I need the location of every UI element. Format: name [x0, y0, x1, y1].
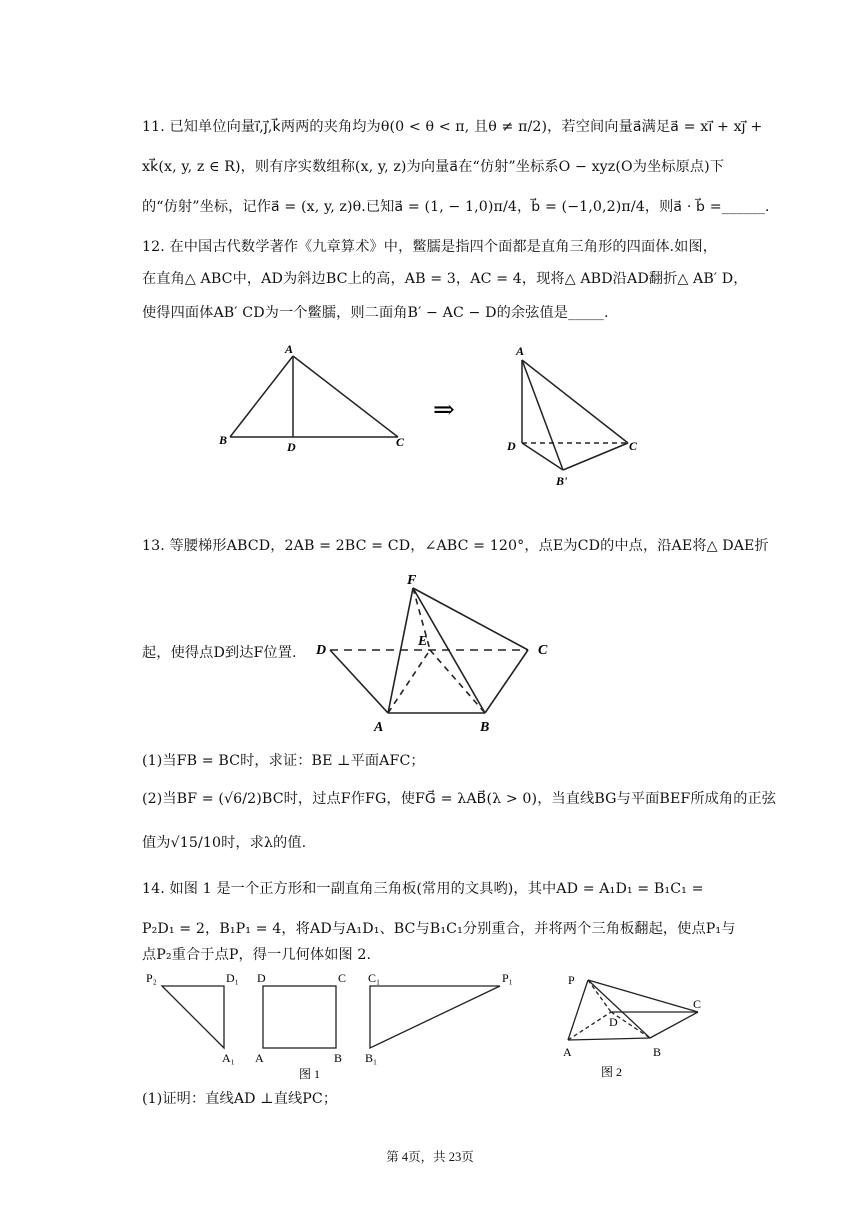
- q11-line-1: 11. 已知单位向量i⃗,j⃗,k⃗两两的夹角均为θ(0 < θ < π, 且θ ≠ π/2)，若空间向量a⃗满足a⃗ = xi⃗ + xj⃗ +: [142, 119, 763, 135]
- q13-line-1: 13. 等腰梯形ABCD，2AB = 2BC = CD，∠ABC = 120°，点E为CD的中点，沿AE将△ DAE折: [142, 538, 769, 554]
- fig1-label-b1: B₁: [365, 1051, 378, 1065]
- q14-part-1: (1)证明：直线AD ⊥直线PC；: [142, 1091, 338, 1107]
- fig1-label-p1: P₁: [502, 971, 513, 985]
- q13-part-2: (2)当BF = (√6/2)BC时，过点F作FG，使FG⃗ = λAB⃗(λ > 0)，当直线BG与平面BEF所成角的正弦: [142, 791, 777, 807]
- fig2-label-c: C: [693, 997, 702, 1011]
- fig1-label-a1: A₁: [222, 1051, 235, 1065]
- fig1-label-c1: C₁: [368, 971, 381, 985]
- q14-figure-1: [140, 966, 530, 1081]
- fig1-label-b: B: [334, 1051, 343, 1065]
- q12-label-c: C: [396, 435, 405, 449]
- q12-label-b: B: [219, 433, 228, 447]
- q13-part-2b: 值为√15/10时，求λ的值.: [142, 835, 307, 851]
- q12-right-label-b: B': [556, 474, 568, 488]
- triangle-45: [162, 986, 224, 1048]
- q13-label-a: A: [374, 720, 384, 735]
- q12-left-triangle: [230, 356, 398, 437]
- q13-line-2: 起，使得点D到达F位置.: [142, 645, 297, 661]
- fig2-caption: 图 2: [601, 1065, 623, 1079]
- q11-line-2: xk⃗(x, y, z ∈ R)，则有序实数组称(x, y, z)为向量a⃗在“仿射”坐标系O − xyz(O为坐标原点)下: [142, 159, 725, 175]
- q14-line-3: 点P₂重合于点P，得一几何体如图 2.: [142, 947, 372, 963]
- q13-label-b: B: [480, 720, 490, 735]
- q13-figure: [310, 568, 560, 738]
- q12-right-label-a: A: [516, 344, 525, 358]
- fig2-label-a: A: [563, 1045, 572, 1059]
- q11-line-3: 的“仿射”坐标，记作a⃗ = (x, y, z)θ.已知a⃗ = (1, − 1,0)π/4，b⃗ = (−1,0,2)π/4，则a⃗ · b⃗ =______.: [142, 199, 770, 215]
- fig1-label-c: C: [338, 971, 347, 985]
- q13-label-c: C: [538, 643, 548, 658]
- q12-right-label-c: C: [629, 439, 638, 453]
- q14-line-1: 14. 如图 1 是一个正方形和一副直角三角板(常用的文具哟)，其中AD = A₁D₁ = B₁C₁ =: [142, 881, 704, 897]
- q12-label-d: D: [287, 440, 296, 454]
- fig1-label-d1: D₁: [226, 971, 239, 985]
- page-footer: 第 4页，共 23页: [386, 1150, 474, 1164]
- fig1-caption: 图 1: [299, 1067, 321, 1081]
- fig1-label-p2: P₂: [146, 971, 157, 985]
- fig2-label-p: P: [568, 973, 575, 987]
- q12-line-1: 12. 在中国古代数学著作《九章算术》中，鳖臑是指四个面都是直角三角形的四面体.如图，: [142, 239, 718, 255]
- square-abcd: [263, 986, 336, 1048]
- q12-line-3: 使得四面体AB′ CD为一个鳖臑，则二面角B′ − AC − D的余弦值是_____.: [142, 305, 609, 321]
- q14-line-2: P₂D₁ = 2，B₁P₁ = 4，将AD与A₁D₁、BC与B₁C₁分别重合，并将两个三角板翻起，使点P₁与: [142, 921, 736, 937]
- fig1-label-a: A: [255, 1051, 264, 1065]
- q12-label-a: A: [285, 342, 294, 356]
- q13-label-d: D: [316, 643, 327, 658]
- q12-line-2: 在直角△ ABC中，AD为斜边BC上的高，AB = 3，AC = 4，现将△ ABD沿AD翻折△ AB′ D，: [142, 271, 748, 287]
- q13-part-1: (1)当FB = BC时，求证：BE ⊥平面AFC；: [142, 753, 425, 769]
- q14-figure-2: [556, 966, 716, 1084]
- q12-right-tetrahedron: [522, 360, 628, 470]
- fig1-label-d: D: [257, 971, 266, 985]
- q12-right-label-d: D: [507, 439, 516, 453]
- implies-arrow: ⇒: [433, 395, 455, 424]
- q13-label-f: F: [407, 573, 417, 588]
- triangle-30-60: [370, 986, 500, 1048]
- q13-label-e: E: [418, 634, 428, 649]
- fig2-label-d: D: [609, 1015, 618, 1029]
- q12-figure: [215, 338, 655, 488]
- fig2-label-b: B: [653, 1045, 662, 1059]
